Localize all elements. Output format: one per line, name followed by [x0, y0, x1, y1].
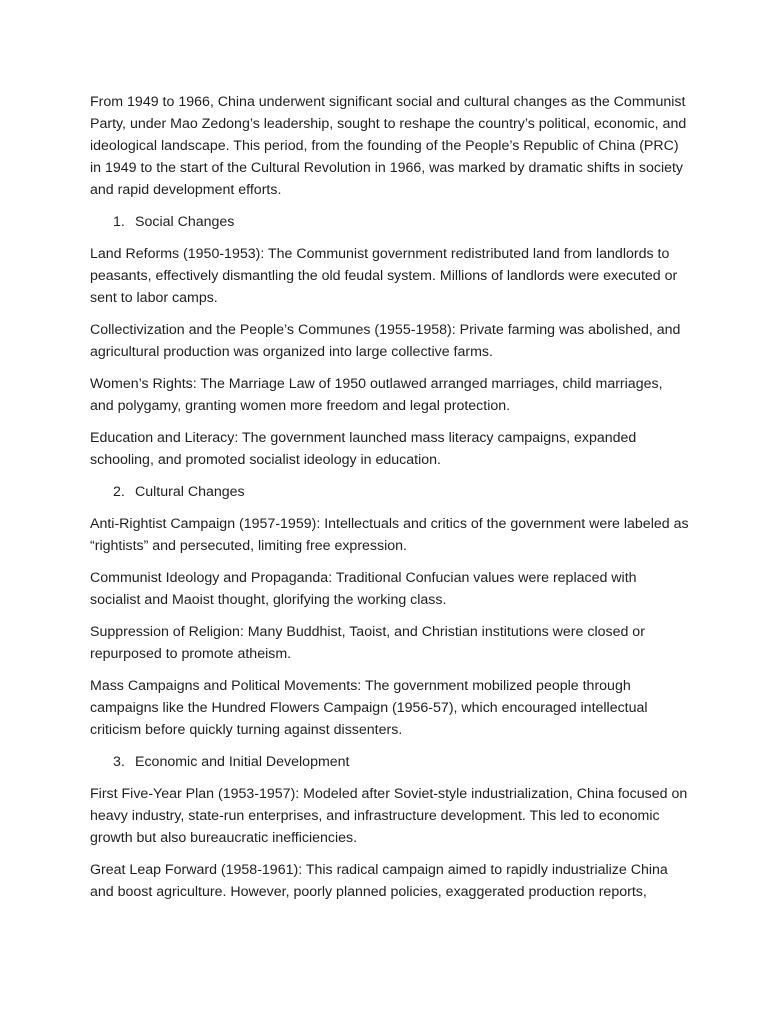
- section-number: 2.: [113, 484, 125, 500]
- paragraph-great-leap-forward: Great Leap Forward (1958-1961): This radical campaign aimed to rapidly industrialize China and boost agriculture. However, poorly planned policies, exaggerated production reports,: [90, 862, 668, 900]
- paragraph-womens-rights: Women’s Rights: The Marriage Law of 1950 outlawed arranged marriages, child marriages, and polygamy, granting women more freedom and legal protection.: [90, 376, 663, 414]
- section-title: Economic and Initial Development: [135, 754, 350, 770]
- section-heading-cultural-changes: [90, 481, 690, 503]
- paragraph-education-literacy: Education and Literacy: The government launched mass literacy campaigns, expanded schooling, and promoted socialist ideology in education.: [90, 430, 637, 468]
- section-heading-economic-development: [90, 751, 690, 773]
- section-number: 1.: [113, 214, 125, 230]
- paragraph-anti-rightist: Anti-Rightist Campaign (1957-1959): Intellectuals and critics of the government were labeled as “rightists” and persecuted, limiting free expression.: [90, 516, 689, 554]
- section-title: Social Changes: [135, 214, 235, 230]
- intro-paragraph: From 1949 to 1966, China underwent significant social and cultural changes as the Communist Party, under Mao Zedong’s leadership, sought to reshape the country’s political, economic, and ideological landscape. This period, from the founding of the People’s Republic of China (PRC) in 1949 to the start of the Cultural Revolution in 1966, was marked by dramatic shifts in society and rapid development efforts.: [90, 94, 687, 198]
- paragraph-collectivization: Collectivization and the People’s Communes (1955-1958): Private farming was abolished, and agricultural production was organized into large collective farms.: [90, 322, 681, 360]
- paragraph-religion: Suppression of Religion: Many Buddhist, Taoist, and Christian institutions were closed or repurposed to promote atheism.: [90, 624, 645, 662]
- paragraph-ideology-propaganda: Communist Ideology and Propaganda: Traditional Confucian values were replaced with socialist and Maoist thought, glorifying the working class.: [90, 570, 637, 608]
- document-page: [90, 91, 690, 913]
- paragraph-mass-campaigns: Mass Campaigns and Political Movements: The government mobilized people through campaigns like the Hundred Flowers Campaign (1956-57), which encouraged intellectual criticism before quickly turning against dissenters.: [90, 678, 648, 738]
- section-title: Cultural Changes: [135, 484, 245, 500]
- section-heading-social-changes: [90, 211, 690, 233]
- paragraph-five-year-plan: First Five-Year Plan (1953-1957): Modeled after Soviet-style industrialization, China focused on heavy industry, state-run enterprises, and infrastructure development. This led to economic growth but also bureaucratic inefficiencies.: [90, 786, 688, 846]
- section-number: 3.: [113, 754, 125, 770]
- paragraph-land-reforms: Land Reforms (1950-1953): The Communist government redistributed land from landlords to peasants, effectively dismantling the old feudal system. Millions of landlords were executed or sent to labor camps.: [90, 246, 678, 306]
